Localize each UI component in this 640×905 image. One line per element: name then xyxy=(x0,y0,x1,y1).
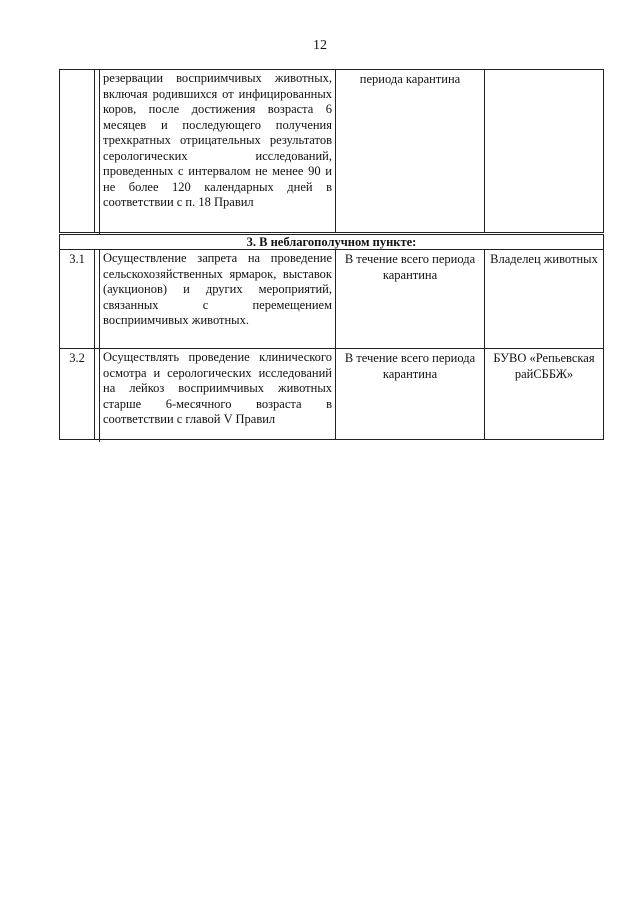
row-number: 3.1 xyxy=(60,250,95,349)
row-term: периода карантина xyxy=(336,70,485,234)
row-responsible: БУВО «Репьевская райСББЖ» xyxy=(485,349,604,440)
row-term: В течение всего периода карантина xyxy=(336,349,485,440)
table-row-continuation xyxy=(60,70,604,234)
row-description: Осуществлять проведение клинического осмотра и серологических исследований на лейкоз восприимчивых животных старше 6-месячного возраста в соответствии с главой V Правил xyxy=(99,349,335,442)
table-row xyxy=(60,349,604,440)
section-header-row xyxy=(60,234,604,250)
section-title: 3. В неблагополучном пункте: xyxy=(60,234,604,250)
table-row xyxy=(60,250,604,349)
row-number xyxy=(60,70,95,234)
row-responsible: Владелец животных xyxy=(485,250,604,349)
row-term: В течение всего периода карантина xyxy=(336,250,485,349)
row-description: Осуществление запрета на проведение сельскохозяйственных ярмарок, выставок (аукционов) и других мероприятий, связанных с перемещением восприимчивых животных. xyxy=(99,250,335,351)
page-number: 12 xyxy=(313,38,327,53)
row-number: 3.2 xyxy=(60,349,95,440)
row-description: резервации восприимчивых животных, включая родившихся от инфицированных коров, после достижения возраста 6 месяцев и последующего получения трехкратных отрицательных результатов серологических исследований, проведенных с интервалом не менее 90 и не более 120 календарных дней в соответствии с п. 18 Правил xyxy=(99,70,335,235)
measures-table xyxy=(59,69,604,440)
row-responsible xyxy=(485,70,604,234)
